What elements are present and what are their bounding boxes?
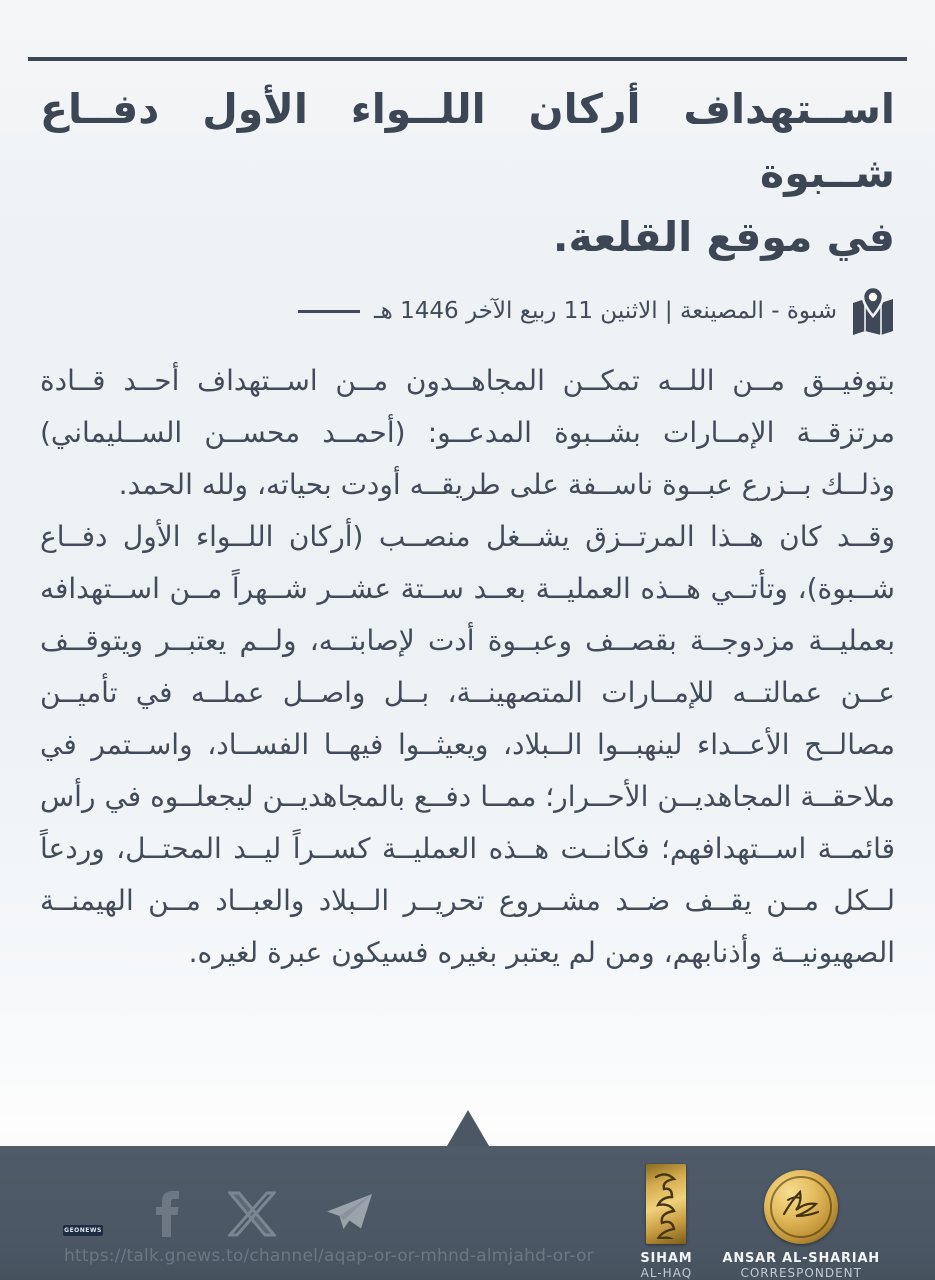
channel-url[interactable]: https://talk.gnews.to/channel/aqap-or-or-mhnd-almjahd-or-or [64, 1246, 594, 1266]
title-line-1: اســتهداف أركان اللــواء الأول دفــاع شــبوة [40, 85, 895, 197]
body-paragraph-1: بتوفيــق مــن اللــه تمكــن المجاهــدون مــن اســتهداف أحــد قــادة مرتزقــة الإمــارات بشــبوة المدعــو: (أحمــد محســن الســليماني) وذلــك بــزرع عبــوة ناســفة على طريقــه أودت بحياته، ولله الحمد. [40, 364, 895, 501]
badge-label: SIHAM [640, 1251, 693, 1266]
ansar-alshariah-logo [722, 1170, 880, 1280]
body-paragraph-2: وقــد كان هــذا المرتــزق يشــغل منصــب (أركان اللــواء الأول دفــاع شــبوة)، وتأتــي هــذه العمليــة بعــد ســتة عشــر شــهراً مــن اســتهدافه بعمليــة مزدوجــة بقصــف وعبــوة أدت لإصابتــه، ولــم يعتبــر ويتوقــف عــن عمالتــه للإمــارات المتصهينــة، بــل واصــل عملــه في تأميــن مصالــح الأعــداء لينهبــوا الــبلاد، ويعيثــوا فيهــا الفســاد، واســتمر في ملاحقــة المجاهديــن الأحــرار؛ ممــا دفــع بالمجاهديــن ليجعلــوه في رأس قائمــة اســتهدافهم؛ فكانــت هــذه العمليــة كســراً ليــد المحتــل، وردعاً لــكل مــن يقــف ضــد مشــروع تحريــر الــبلاد والعبــاد مــن الهيمنــة الصهيونيــة وأذنابهم، ومن لم يعتبر بغيره فسيكون عبرة لغيره. [40, 520, 895, 969]
siham-alhaq-emblem [646, 1164, 686, 1244]
location-date-text: شبوة - المصينعة | الاثنين 11 ربيع الآخر 1446 هـ [373, 298, 837, 324]
page-title [0, 61, 935, 269]
ansar-alshariah-emblem [764, 1170, 838, 1244]
x-icon[interactable] [228, 1191, 276, 1237]
gnews-logo-label: GEONEWS [64, 1227, 102, 1234]
badge-sublabel: AL-HAQ [640, 1266, 693, 1280]
title-line-2: في موقع القلعة. [552, 213, 895, 261]
gnews-globe-logo[interactable] [62, 1190, 104, 1238]
map-pin-icon [851, 285, 895, 337]
footer-bar [0, 1146, 935, 1280]
facebook-icon[interactable] [152, 1191, 180, 1237]
location-date-row [0, 269, 935, 337]
meta-dash-line [298, 310, 360, 313]
badge-label: ANSAR AL-SHARIAH [722, 1251, 880, 1266]
siham-alhaq-logo [640, 1164, 692, 1280]
social-icons-row [62, 1190, 374, 1238]
badge-sublabel: CORRESPONDENT [740, 1266, 862, 1280]
statement-body [0, 337, 935, 979]
telegram-icon[interactable] [324, 1192, 374, 1236]
footer-pointer-triangle [447, 1110, 489, 1146]
org-badges [640, 1164, 880, 1280]
